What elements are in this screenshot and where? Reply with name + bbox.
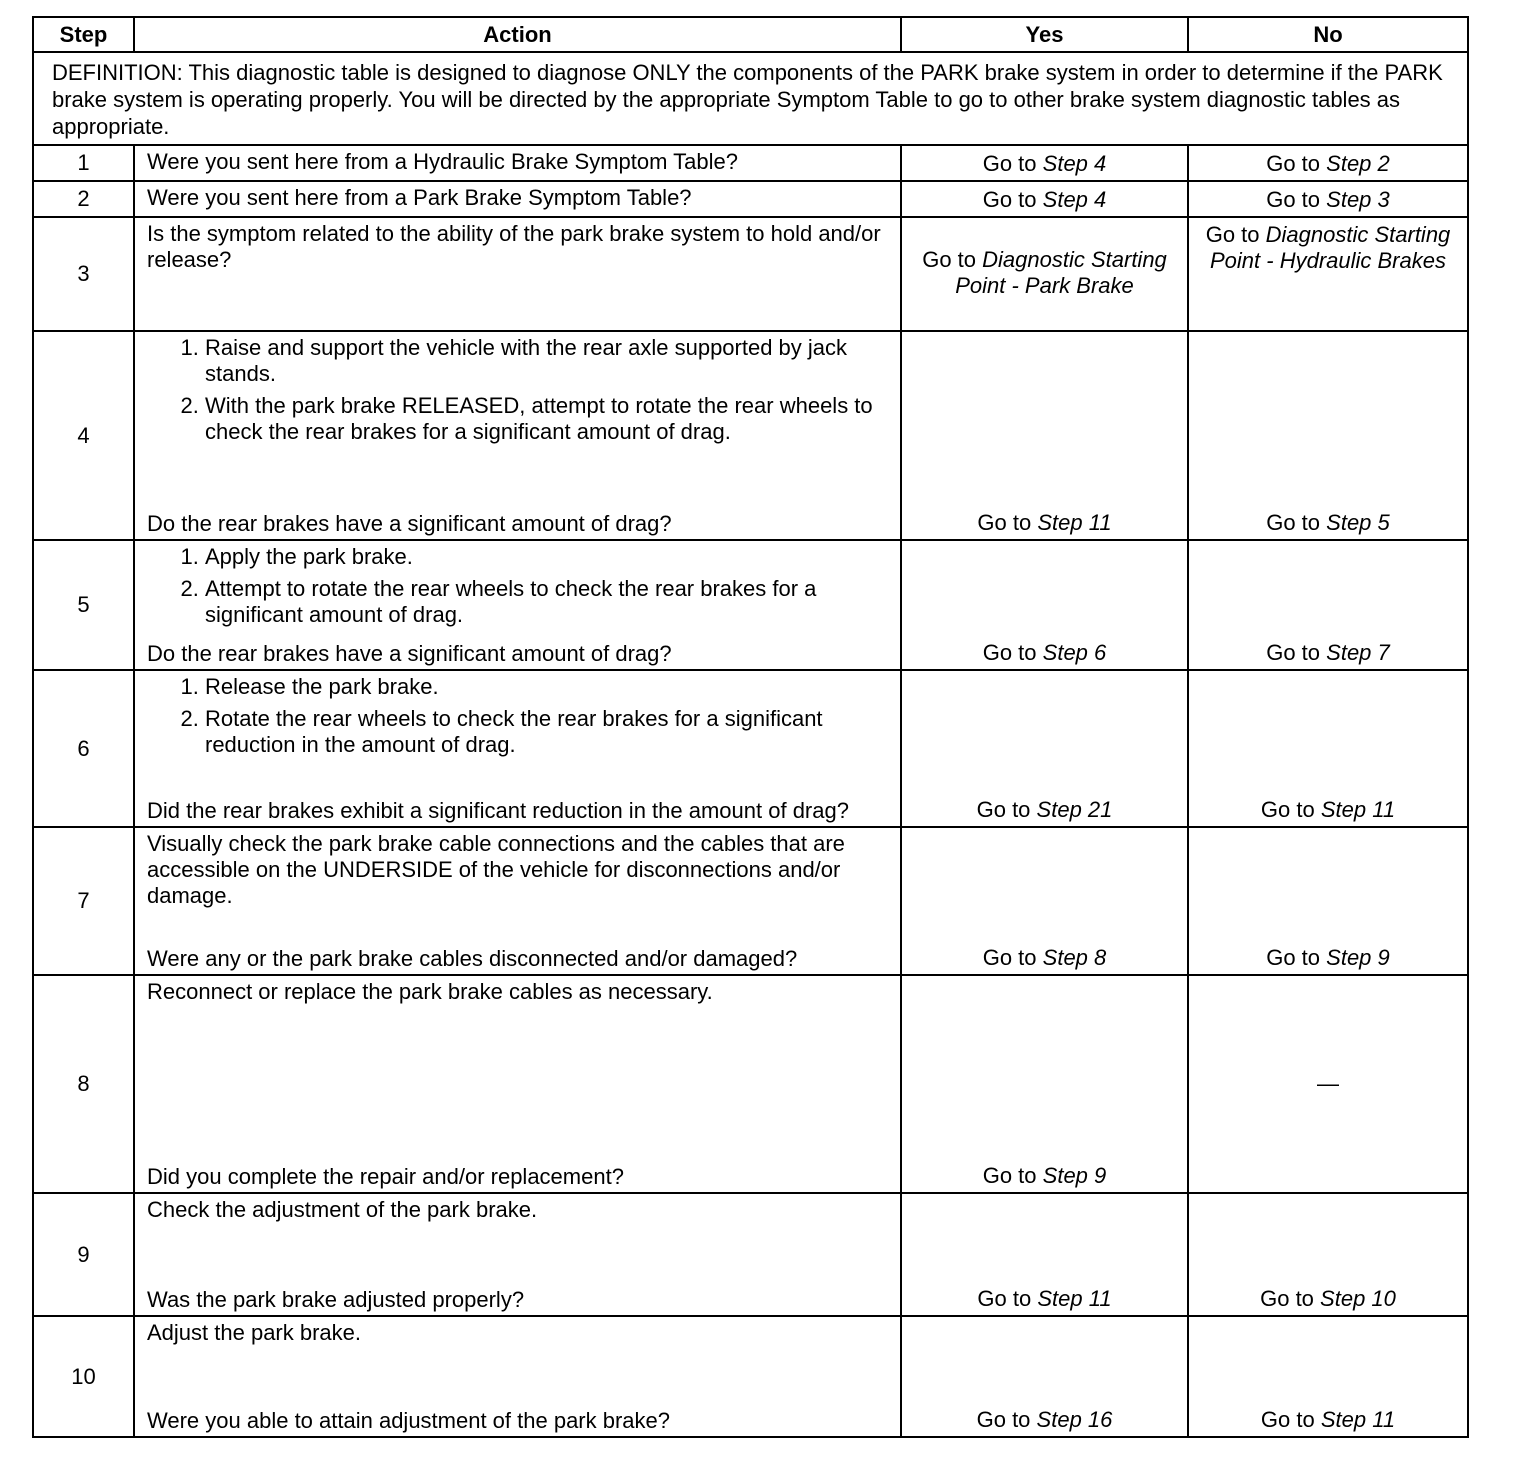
no-cell xyxy=(1188,827,1468,975)
action-content xyxy=(147,674,888,824)
table-row xyxy=(33,1193,1468,1316)
no-step-reference: Step 11 xyxy=(1320,1407,1396,1432)
no-step-reference: Step 9 xyxy=(1326,945,1390,970)
no-prefix: Go to xyxy=(1266,640,1321,665)
no-cell xyxy=(1188,1316,1468,1437)
no-step-reference: Diagnostic Starting Point - Hydraulic Brakes xyxy=(1210,222,1451,273)
action-steps-list xyxy=(147,335,888,445)
no-cell xyxy=(1188,1193,1468,1316)
action-cell xyxy=(134,670,901,827)
action-instructions xyxy=(147,544,888,634)
action-instructions xyxy=(147,1197,888,1229)
yes-cell xyxy=(901,181,1188,217)
step-number: 3 xyxy=(33,217,134,331)
no-prefix: Go to xyxy=(1260,797,1315,822)
yes-step-reference: Step 16 xyxy=(1036,1407,1113,1432)
step-number: 4 xyxy=(33,331,134,540)
no-prefix: Go to xyxy=(1260,1286,1314,1311)
yes-step-reference: Step 4 xyxy=(1042,151,1107,176)
action-content xyxy=(147,1197,888,1313)
no-prefix: Go to xyxy=(1260,1407,1315,1432)
table-row xyxy=(33,181,1468,217)
action-text: Adjust the park brake. xyxy=(147,1320,362,1345)
table-row xyxy=(33,1316,1468,1437)
action-text: Check the adjustment of the park brake. xyxy=(147,1197,538,1222)
action-instructions xyxy=(147,149,888,181)
action-step: 1. Apply the park brake. xyxy=(205,544,888,570)
no-prefix: Go to xyxy=(1205,222,1260,247)
yes-step-reference: Step 4 xyxy=(1042,187,1107,212)
step-number: 6 xyxy=(33,670,134,827)
yes-cell xyxy=(901,331,1188,540)
no-step-reference: Step 2 xyxy=(1326,151,1390,176)
yes-cell xyxy=(901,827,1188,975)
yes-cell xyxy=(901,145,1188,181)
no-prefix: Go to xyxy=(1266,945,1321,970)
header-action: Action xyxy=(134,17,901,52)
no-cell xyxy=(1188,145,1468,181)
step-number: 10 xyxy=(33,1316,134,1437)
diagnostic-table xyxy=(32,16,1469,1438)
action-instructions xyxy=(147,979,888,1011)
no-step-reference: Step 11 xyxy=(1320,797,1396,822)
step-number: 2 xyxy=(33,181,134,217)
action-question: Do the rear brakes have a significant amount of drag? xyxy=(147,511,672,536)
yes-prefix: Go to xyxy=(922,246,977,272)
action-cell xyxy=(134,145,901,181)
action-step: 2. Attempt to rotate the rear wheels to check the rear brakes for a significant amount of drag. xyxy=(205,576,888,628)
no-prefix: Go to xyxy=(1266,187,1321,212)
step-number: 9 xyxy=(33,1193,134,1316)
action-instructions xyxy=(147,221,888,279)
no-cell xyxy=(1188,217,1468,331)
header-yes: Yes xyxy=(901,17,1188,52)
action-instructions xyxy=(147,335,888,451)
no-prefix: Go to xyxy=(1266,151,1321,176)
table-row xyxy=(33,331,1468,540)
action-instructions xyxy=(147,1320,888,1352)
no-step-reference: Step 10 xyxy=(1320,1286,1396,1311)
table-row xyxy=(33,975,1468,1193)
yes-step-reference: Step 21 xyxy=(1036,797,1113,822)
no-step-reference: Step 5 xyxy=(1326,510,1390,535)
step-number: 5 xyxy=(33,540,134,670)
action-question: Do the rear brakes have a significant amount of drag? xyxy=(147,641,672,666)
action-cell xyxy=(134,181,901,217)
no-prefix: — xyxy=(1317,1071,1339,1096)
header-row xyxy=(33,17,1468,52)
no-step-reference: Step 7 xyxy=(1326,640,1390,665)
action-text: Visually check the park brake cable connections and the cables that are accessible on the UNDERSIDE of the vehicle for disconnections and/or damage. xyxy=(147,831,845,908)
action-instructions xyxy=(147,674,888,764)
table-row xyxy=(33,540,1468,670)
action-text: Is the symptom related to the ability of the park brake system to hold and/or release? xyxy=(147,221,881,272)
no-cell xyxy=(1188,670,1468,827)
action-content xyxy=(147,831,888,972)
yes-prefix: Go to xyxy=(977,1286,1032,1311)
yes-prefix: Go to xyxy=(982,151,1037,176)
action-content xyxy=(147,335,888,537)
yes-prefix: Go to xyxy=(982,945,1037,970)
action-step: 1. Release the park brake. xyxy=(205,674,888,700)
yes-prefix: Go to xyxy=(982,187,1037,212)
yes-prefix: Go to xyxy=(976,1407,1031,1432)
action-cell xyxy=(134,827,901,975)
action-content xyxy=(147,221,888,328)
action-content xyxy=(147,1320,888,1434)
action-content xyxy=(147,979,888,1190)
yes-cell xyxy=(901,540,1188,670)
yes-cell xyxy=(901,670,1188,827)
yes-cell xyxy=(901,1193,1188,1316)
action-content xyxy=(147,149,888,178)
action-step: 1. Raise and support the vehicle with the rear axle supported by jack stands. xyxy=(205,335,888,387)
yes-cell xyxy=(901,217,1188,331)
table-row xyxy=(33,827,1468,975)
step-number: 8 xyxy=(33,975,134,1193)
action-instructions xyxy=(147,185,888,217)
step-number: 1 xyxy=(33,145,134,181)
action-step: 2. Rotate the rear wheels to check the rear brakes for a significant reduction in the amount of drag. xyxy=(205,706,888,758)
action-question: Were any or the park brake cables disconnected and/or damaged? xyxy=(147,946,798,971)
yes-cell xyxy=(901,1316,1188,1437)
yes-step-reference: Step 11 xyxy=(1037,1286,1112,1311)
definition-text: DEFINITION: This diagnostic table is designed to diagnose ONLY the components of the PARK brake system in order to determine if the PARK brake system is operating properly. You will be directed by the appropriate Symptom Table to go to other brake system diagnostic tables as appropriate. xyxy=(33,52,1468,145)
action-cell xyxy=(134,975,901,1193)
action-question: Was the park brake adjusted properly? xyxy=(147,1287,525,1312)
action-instructions xyxy=(147,831,888,915)
definition-row xyxy=(33,52,1468,145)
yes-prefix: Go to xyxy=(977,510,1032,535)
action-steps-list xyxy=(147,674,888,758)
header-step: Step xyxy=(33,17,134,52)
yes-step-reference: Step 11 xyxy=(1037,510,1112,535)
table-row xyxy=(33,145,1468,181)
yes-prefix: Go to xyxy=(982,1163,1037,1188)
action-cell xyxy=(134,331,901,540)
action-cell xyxy=(134,217,901,331)
action-question: Did the rear brakes exhibit a significant reduction in the amount of drag? xyxy=(147,798,849,823)
yes-step-reference: Step 8 xyxy=(1042,945,1107,970)
table-row xyxy=(33,217,1468,331)
yes-step-reference: Step 9 xyxy=(1042,1163,1107,1188)
yes-cell xyxy=(901,975,1188,1193)
action-text: Reconnect or replace the park brake cables as necessary. xyxy=(147,979,713,1004)
action-question: Were you able to attain adjustment of the park brake? xyxy=(147,1408,671,1433)
header-no: No xyxy=(1188,17,1468,52)
yes-step-reference: Step 6 xyxy=(1042,640,1107,665)
yes-prefix: Go to xyxy=(982,640,1037,665)
action-text: Were you sent here from a Park Brake Symptom Table? xyxy=(147,185,692,210)
no-step-reference: Step 3 xyxy=(1326,187,1390,212)
action-cell xyxy=(134,540,901,670)
step-number: 7 xyxy=(33,827,134,975)
no-cell xyxy=(1188,331,1468,540)
action-steps-list xyxy=(147,544,888,628)
no-cell xyxy=(1188,975,1468,1193)
action-content xyxy=(147,185,888,214)
action-question: Did you complete the repair and/or replacement? xyxy=(147,1164,624,1189)
no-cell xyxy=(1188,540,1468,670)
action-cell xyxy=(134,1193,901,1316)
yes-step-reference: Diagnostic Starting Point - Park Brake xyxy=(955,246,1167,298)
action-step: 2. With the park brake RELEASED, attempt to rotate the rear wheels to check the rear brakes for a significant amount of drag. xyxy=(205,393,888,445)
action-text: Were you sent here from a Hydraulic Brake Symptom Table? xyxy=(147,149,739,174)
no-cell xyxy=(1188,181,1468,217)
action-cell xyxy=(134,1316,901,1437)
no-prefix: Go to xyxy=(1266,510,1321,535)
yes-prefix: Go to xyxy=(976,797,1031,822)
table-row xyxy=(33,670,1468,827)
action-content xyxy=(147,544,888,667)
